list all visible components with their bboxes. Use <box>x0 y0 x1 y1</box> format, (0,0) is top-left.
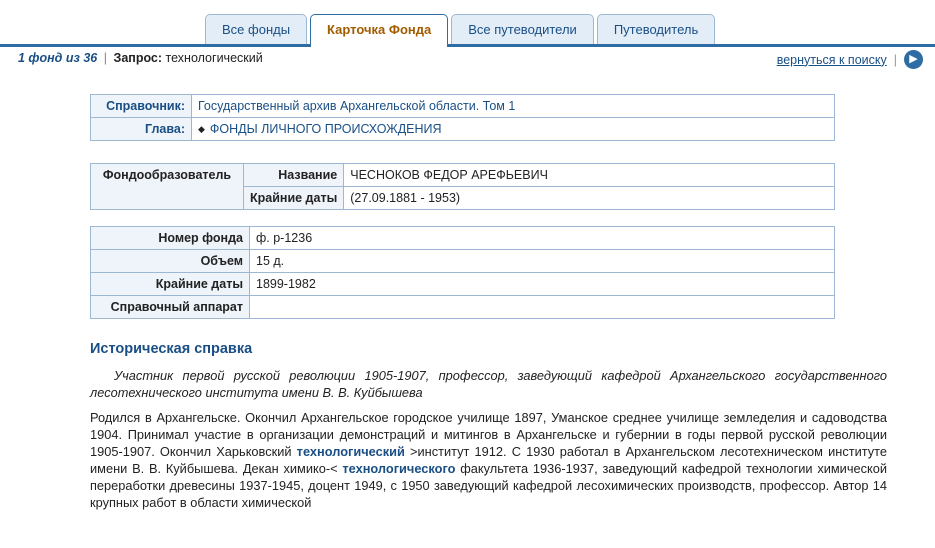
fund-number-label: Номер фонда <box>91 227 250 250</box>
body-text-3: факультета 1936-1937, заведующий кафедрой технологии химической переработки древесины 1937-1945, доцент 1949, с 1950 заведующий кафедрой лесохимических производств, профессор. Автор 14 крупных работ в области химической <box>90 461 888 510</box>
table-row <box>91 95 835 118</box>
historical-note-title: Историческая справка <box>90 341 253 357</box>
tab-all-funds-label: Все фонды <box>222 22 291 37</box>
founder-name-label: Название <box>244 164 344 187</box>
reference-value: Государственный архив Архангельской области. Том 1 <box>192 95 835 118</box>
tab-all-guides[interactable] <box>451 14 594 44</box>
founder-row-header: Фондообразователь <box>91 164 244 210</box>
highlighted-term-1: технологический <box>296 444 405 459</box>
founder-dates-value: (27.09.1881 - 1953) <box>344 187 835 210</box>
fund-volume-value: 15 д. <box>250 250 835 273</box>
back-to-search-link[interactable]: вернуться к поиску <box>776 52 887 67</box>
chapter-value-cell <box>192 118 835 141</box>
query-actions <box>777 50 923 69</box>
fund-details-table <box>90 226 835 319</box>
fund-apparatus-value <box>250 296 835 319</box>
historical-note-section <box>90 341 887 511</box>
reference-label: Справочник: <box>91 95 192 118</box>
reference-header-table <box>90 94 835 141</box>
arrow-right-icon[interactable]: ▶ <box>904 50 923 69</box>
table-row <box>91 118 835 141</box>
diamond-bullet-icon: ◆ <box>198 124 205 135</box>
query-separator: | <box>103 51 107 65</box>
founder-table <box>90 163 835 210</box>
tab-bar <box>0 0 935 47</box>
table-row <box>91 227 835 250</box>
table-row <box>91 296 835 319</box>
tab-list <box>205 14 718 44</box>
body-text-1: Родился в Архангельске. Окончил Архангельское городское училище 1897, Уманское среднее училище земледелия и садоводства 1904. Принимал участие в организации демонстраций и митингов в Архангельске и губернии в годы первой русской революции 1905-1907. Окончил Харьковский <box>90 410 887 459</box>
historical-note-lead: Участник первой русской революции 1905-1907, профессор, заведующий кафедрой Архангельского государственного лесотехнического института имени В. В. Куйбышева <box>90 368 887 400</box>
tab-guide-label: Путеводитель <box>613 22 699 37</box>
historical-note-body <box>90 409 887 511</box>
result-count: 1 фонд из 36 <box>18 51 98 65</box>
content-area <box>0 72 935 511</box>
highlighted-term-2: технологического <box>342 461 456 476</box>
fund-dates-label: Крайние даты <box>91 273 250 296</box>
query-bar <box>0 47 935 72</box>
tab-all-funds[interactable] <box>205 14 307 44</box>
fund-volume-label: Объем <box>91 250 250 273</box>
query-label: Запрос: <box>113 51 163 65</box>
tab-guide[interactable] <box>597 14 715 44</box>
chapter-label: Глава: <box>91 118 192 141</box>
actions-divider: | <box>893 52 897 67</box>
query-value: технологический <box>165 51 263 65</box>
fund-number-value: ф. р-1236 <box>250 227 835 250</box>
table-row <box>91 250 835 273</box>
tab-fund-card-label: Карточка Фонда <box>327 22 432 37</box>
fund-apparatus-label: Справочный аппарат <box>91 296 250 319</box>
founder-name-value: ЧЕСНОКОВ ФЕДОР АРЕФЬЕВИЧ <box>344 164 835 187</box>
fund-dates-value: 1899-1982 <box>250 273 835 296</box>
founder-dates-label: Крайние даты <box>244 187 344 210</box>
table-row <box>91 273 835 296</box>
body-text-2: >институт 1912. С 1930 работал в Архангельском лесотехническом институте имени В. В. Куйбышева. Декан химико-< <box>90 444 887 476</box>
chapter-link[interactable]: ФОНДЫ ЛИЧНОГО ПРОИСХОЖДЕНИЯ <box>209 122 442 136</box>
tab-fund-card[interactable] <box>310 14 448 47</box>
table-row <box>91 164 835 187</box>
tab-all-guides-label: Все путеводители <box>468 22 577 37</box>
